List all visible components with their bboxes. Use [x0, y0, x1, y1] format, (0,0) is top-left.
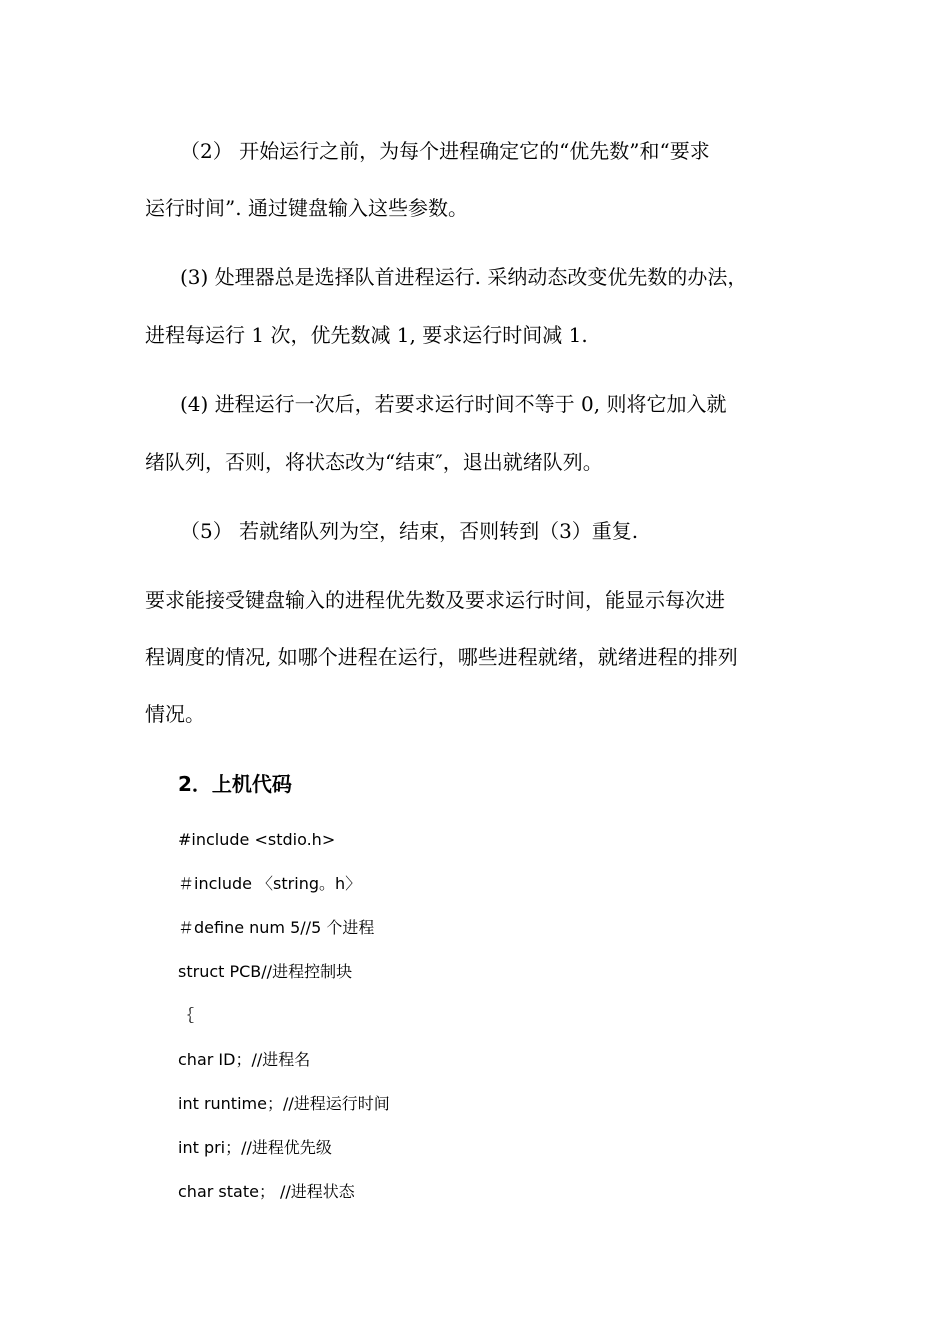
requirements-line-2: 程调度的情况, 如哪个进程在运行，哪些进程就绪，就绪进程的排列 — [145, 645, 738, 669]
requirements-line-1: 要求能接受键盘输入的进程优先数及要求运行时间，能显示每次进 — [145, 588, 725, 612]
paragraph-4-line-1: (4) 进程运行一次后，若要求运行时间不等于 0, 则将它加入就 — [180, 392, 727, 416]
paragraph-2-line-1: （2） 开始运行之前，为每个进程确定它的“优先数”和“要求 — [180, 139, 710, 163]
code-line: ＃define num 5//5 个进程 — [178, 918, 375, 937]
paragraph-2-line-2: 运行时间”. 通过键盘输入这些参数。 — [145, 196, 468, 220]
code-line: int runtime；//进程运行时间 — [178, 1094, 390, 1113]
paragraph-3-line-1: (3) 处理器总是选择队首进程运行. 采纳动态改变优先数的办法， — [180, 265, 748, 289]
code-line: struct PCB//进程控制块 — [178, 962, 353, 981]
code-line: int pri；//进程优先级 — [178, 1138, 332, 1157]
paragraph-4-line-2: 绪队列，否则，将状态改为“结束″，退出就绪队列。 — [145, 450, 603, 474]
code-line: #include <stdio.h> — [178, 830, 336, 849]
code-line: char ID；//进程名 — [178, 1050, 311, 1069]
paragraph-3-line-2: 进程每运行 1 次，优先数减 1, 要求运行时间减 1. — [145, 323, 588, 347]
code-line: ｛ — [178, 1006, 195, 1025]
section-heading: 2．上机代码 — [178, 772, 292, 796]
requirements-line-3: 情况。 — [145, 702, 205, 726]
code-line: ＃include 〈string。h〉 — [178, 874, 362, 893]
code-line: char state； //进程状态 — [178, 1182, 355, 1201]
paragraph-5-line-1: （5） 若就绪队列为空，结束，否则转到（3）重复. — [180, 519, 639, 543]
